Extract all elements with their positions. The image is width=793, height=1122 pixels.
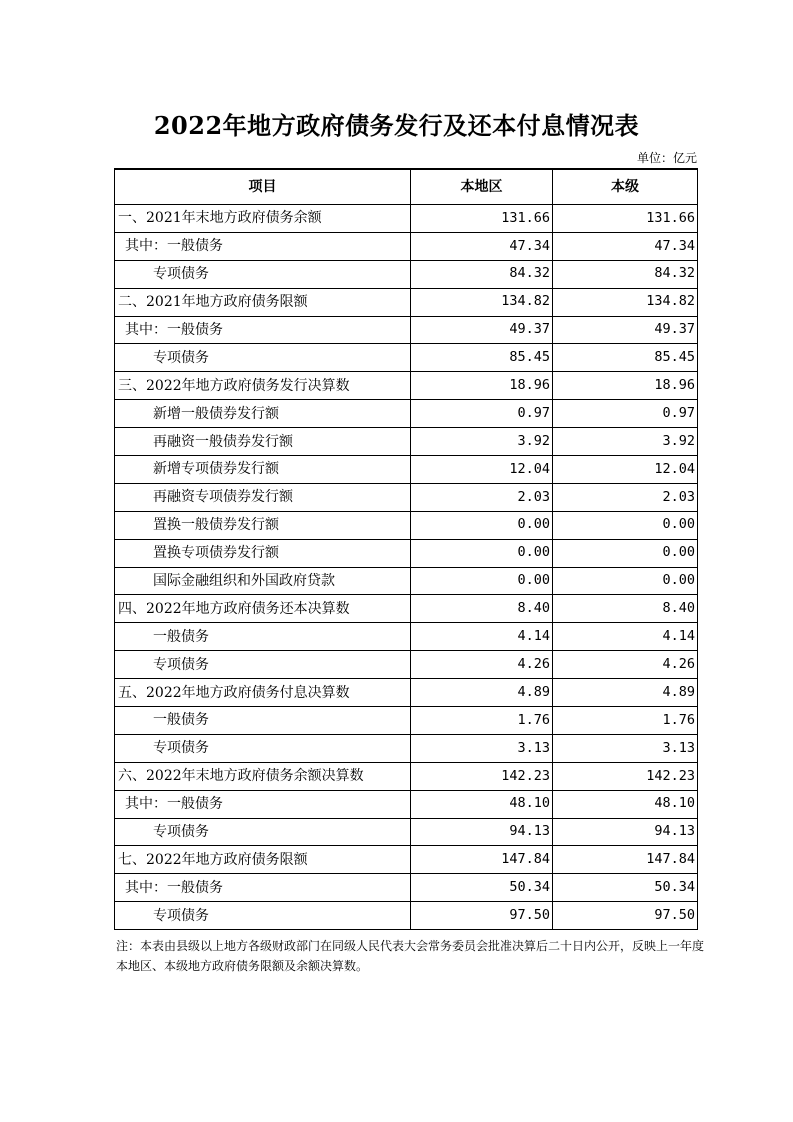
row-local-value: 85.45 <box>411 344 553 372</box>
row-level-value: 50.34 <box>553 874 698 902</box>
table-row <box>115 734 698 762</box>
row-level-value: 3.92 <box>553 428 698 456</box>
table-row <box>115 400 698 428</box>
row-level-value: 94.13 <box>553 818 698 846</box>
table-row <box>115 790 698 818</box>
table-row <box>115 232 698 260</box>
table-row <box>115 762 698 790</box>
row-label: 专项债务 <box>115 651 411 679</box>
row-level-value: 2.03 <box>553 483 698 511</box>
row-local-value: 131.66 <box>411 205 553 233</box>
row-level-value: 85.45 <box>553 344 698 372</box>
table-row <box>115 316 698 344</box>
row-level-value: 97.50 <box>553 902 698 930</box>
row-level-value: 0.00 <box>553 511 698 539</box>
row-local-value: 142.23 <box>411 762 553 790</box>
row-label: 其中：一般债务 <box>115 316 411 344</box>
row-level-value: 142.23 <box>553 762 698 790</box>
row-level-value: 4.89 <box>553 679 698 707</box>
row-local-value: 97.50 <box>411 902 553 930</box>
row-local-value: 4.89 <box>411 679 553 707</box>
row-local-value: 2.03 <box>411 483 553 511</box>
row-local-value: 50.34 <box>411 874 553 902</box>
debt-table <box>114 168 698 930</box>
row-level-value: 8.40 <box>553 595 698 623</box>
row-local-value: 0.00 <box>411 539 553 567</box>
row-local-value: 4.14 <box>411 623 553 651</box>
table-row <box>115 539 698 567</box>
table-row <box>115 707 698 735</box>
table-row <box>115 260 698 288</box>
row-level-value: 48.10 <box>553 790 698 818</box>
row-label: 其中：一般债务 <box>115 790 411 818</box>
row-local-value: 48.10 <box>411 790 553 818</box>
row-level-value: 3.13 <box>553 734 698 762</box>
table-row <box>115 456 698 484</box>
row-label: 其中：一般债务 <box>115 232 411 260</box>
row-local-value: 84.32 <box>411 260 553 288</box>
row-local-value: 94.13 <box>411 818 553 846</box>
row-level-value: 1.76 <box>553 707 698 735</box>
row-local-value: 3.92 <box>411 428 553 456</box>
row-label: 国际金融组织和外国政府贷款 <box>115 567 411 595</box>
table-row <box>115 511 698 539</box>
table-row <box>115 623 698 651</box>
row-level-value: 12.04 <box>553 456 698 484</box>
table-row <box>115 651 698 679</box>
unit-label: 单位：亿元 <box>636 151 697 165</box>
row-level-value: 0.00 <box>553 567 698 595</box>
table-row <box>115 428 698 456</box>
row-local-value: 18.96 <box>411 372 553 400</box>
row-level-value: 147.84 <box>553 846 698 874</box>
row-level-value: 84.32 <box>553 260 698 288</box>
row-label: 六、2022年末地方政府债务余额决算数 <box>115 762 411 790</box>
row-label: 专项债务 <box>115 818 411 846</box>
table-row <box>115 483 698 511</box>
row-local-value: 12.04 <box>411 456 553 484</box>
table-row <box>115 874 698 902</box>
row-label: 置换一般债券发行额 <box>115 511 411 539</box>
row-local-value: 8.40 <box>411 595 553 623</box>
header-item: 项目 <box>115 169 411 205</box>
row-level-value: 4.26 <box>553 651 698 679</box>
row-label: 新增一般债券发行额 <box>115 400 411 428</box>
row-label: 专项债务 <box>115 902 411 930</box>
row-label: 专项债务 <box>115 260 411 288</box>
row-label: 其中：一般债务 <box>115 874 411 902</box>
row-local-value: 134.82 <box>411 288 553 316</box>
row-label: 五、2022年地方政府债务付息决算数 <box>115 679 411 707</box>
row-local-value: 0.97 <box>411 400 553 428</box>
row-level-value: 49.37 <box>553 316 698 344</box>
table-row <box>115 288 698 316</box>
table-row <box>115 372 698 400</box>
row-label: 新增专项债券发行额 <box>115 456 411 484</box>
row-local-value: 0.00 <box>411 511 553 539</box>
row-level-value: 47.34 <box>553 232 698 260</box>
row-label: 一般债务 <box>115 707 411 735</box>
table-row <box>115 205 698 233</box>
footnote: 注：本表由县级以上地方各级财政部门在同级人民代表大会常务委员会批准决算后二十日内公开，反映上一年度本地区、本级地方政府债务限额及余额决算数。 <box>116 939 705 973</box>
row-local-value: 49.37 <box>411 316 553 344</box>
table-row <box>115 679 698 707</box>
row-label: 一般债务 <box>115 623 411 651</box>
row-label: 专项债务 <box>115 344 411 372</box>
row-label: 一、2021年末地方政府债务余额 <box>115 205 411 233</box>
header-local: 本地区 <box>411 169 553 205</box>
row-label: 置换专项债券发行额 <box>115 539 411 567</box>
row-label: 专项债务 <box>115 734 411 762</box>
row-label: 再融资一般债券发行额 <box>115 428 411 456</box>
row-level-value: 0.97 <box>553 400 698 428</box>
row-local-value: 0.00 <box>411 567 553 595</box>
row-level-value: 18.96 <box>553 372 698 400</box>
table-row <box>115 846 698 874</box>
table-row <box>115 902 698 930</box>
table-row <box>115 567 698 595</box>
row-level-value: 0.00 <box>553 539 698 567</box>
row-label: 再融资专项债券发行额 <box>115 483 411 511</box>
table-header-row <box>115 169 698 205</box>
row-label: 七、2022年地方政府债务限额 <box>115 846 411 874</box>
row-level-value: 131.66 <box>553 205 698 233</box>
row-label: 四、2022年地方政府债务还本决算数 <box>115 595 411 623</box>
row-local-value: 47.34 <box>411 232 553 260</box>
table-row <box>115 595 698 623</box>
row-level-value: 134.82 <box>553 288 698 316</box>
table-row <box>115 344 698 372</box>
row-local-value: 4.26 <box>411 651 553 679</box>
row-label: 二、2021年地方政府债务限额 <box>115 288 411 316</box>
table-row <box>115 818 698 846</box>
row-local-value: 1.76 <box>411 707 553 735</box>
row-local-value: 147.84 <box>411 846 553 874</box>
page-title: 2022年地方政府债务发行及还本付息情况表 <box>153 111 640 140</box>
row-label: 三、2022年地方政府债务发行决算数 <box>115 372 411 400</box>
row-local-value: 3.13 <box>411 734 553 762</box>
header-level: 本级 <box>553 169 698 205</box>
row-level-value: 4.14 <box>553 623 698 651</box>
